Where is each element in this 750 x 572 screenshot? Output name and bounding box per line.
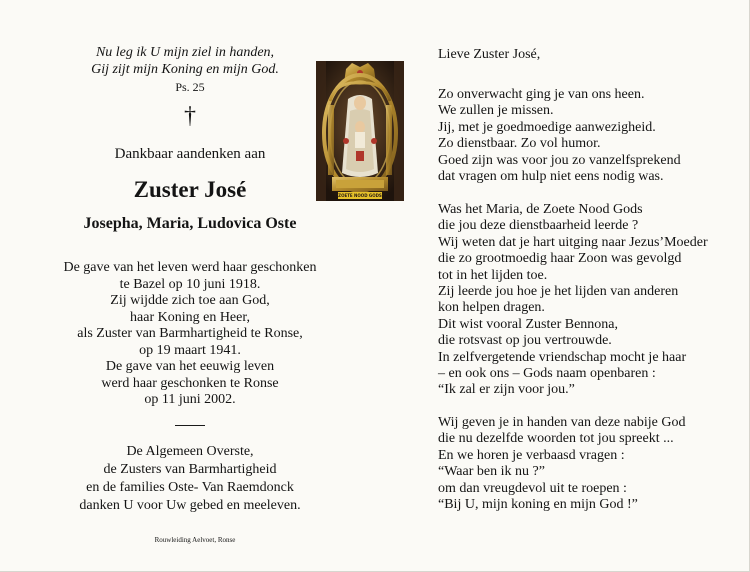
poem-line: Dit wist vooral Zuster Bennona, <box>438 316 619 332</box>
epigraph-line: Nu leg ik U mijn ziel in handen, <box>95 45 275 60</box>
biography-line: als Zuster van Barmhartigheid te Ronse, <box>77 326 303 341</box>
psalm-reference: Ps. 25 <box>175 80 205 94</box>
poem-line: Jij, met je goedmoedige aanwezigheid. <box>438 119 656 135</box>
biography-line: De gave van het eeuwig leven <box>105 359 275 374</box>
photo-caption: ZOETE NOOD GODS <box>338 193 382 198</box>
poem-greeting: Lieve Zuster José, <box>438 47 541 62</box>
signatories <box>40 443 340 515</box>
poem-line: Was het Maria, de Zoete Nood Gods <box>438 202 643 217</box>
poem-line: “Ik zal er zijn voor jou.” <box>438 382 575 398</box>
biography-line: werd haar geschonken te Ronse <box>101 375 279 391</box>
poem-line: Zo dienstbaar. Zo vol humor. <box>438 136 601 152</box>
poem-line: “Bij U, mijn koning en mijn God !” <box>438 497 638 513</box>
poem-stanza-1 <box>438 87 743 185</box>
poem-line: We zullen je missen. <box>438 103 554 119</box>
poem-line: Wij weten dat je hart uitging naar Jezus’Moeder <box>438 234 708 250</box>
full-names: Josepha, Maria, Ludovica Oste <box>83 215 297 232</box>
biography <box>30 260 350 409</box>
biography-line: De gave van het leven werd haar geschonken <box>63 260 317 275</box>
poem-line: die jou deze dienstbaarheid leerde ? <box>438 218 639 234</box>
poem-line: kon helpen dragen. <box>438 300 545 316</box>
printer-credit: Rouwleiding Aelvoet, Ronse <box>154 536 236 544</box>
biography-line: op 19 maart 1941. <box>139 342 241 358</box>
poem-line: Zo onverwacht ging je van ons heen. <box>438 87 645 102</box>
poem-line: die zo grootmoedig haar Zoon was gevolgd <box>438 251 682 267</box>
poem-stanza-3 <box>438 415 743 513</box>
signatory-line: De Algemeen Overste, <box>126 444 254 459</box>
signatory-line: de Zusters van Barmhartigheid <box>103 462 277 477</box>
poem-line: om dan vreugdevol uit te roepen : <box>438 480 627 496</box>
deceased-name: Zuster José <box>133 177 247 202</box>
epigraph-line: Gij zijt mijn Koning en mijn God. <box>91 62 279 77</box>
poem-line: Goed zijn was voor jou zo vanzelfsprekend <box>438 152 681 168</box>
divider <box>175 425 205 426</box>
poem-line: die rotsvast op jou vertrouwde. <box>438 333 612 349</box>
signatory-line: en de families Oste- Van Raemdonck <box>86 480 294 495</box>
poem-line: Wij geven je in handen van deze nabije God <box>438 415 686 430</box>
right-panel <box>438 0 743 572</box>
biography-line: haar Koning en Heer, <box>130 309 250 325</box>
poem-line: In zelfvergetende vriendschap mocht je haar <box>438 349 687 365</box>
poem-line: – en ook ons – Gods naam openbaren : <box>438 366 656 382</box>
poem-line: tot in het lijden toe. <box>438 267 548 283</box>
poem-line: die nu dezelfde woorden tot jou spreekt ... <box>438 431 674 447</box>
poem-line: dat vragen om hulp niet eens nodig was. <box>438 169 664 185</box>
signatory-line: danken U voor Uw gebed en meeleven. <box>79 498 301 513</box>
cross-icon: † <box>184 103 196 129</box>
biography-line: te Bazel op 10 juni 1918. <box>119 276 261 292</box>
biography-line: Zij wijdde zich toe aan God, <box>110 293 270 308</box>
epigraph <box>60 44 310 78</box>
poem-line: Zij leerde jou hoe je het lijden van anderen <box>438 284 679 300</box>
poem-line: “Waar ben ik nu ?” <box>438 464 545 480</box>
poem-stanza-2 <box>438 202 743 399</box>
dedication-text: Dankbaar aandenken aan <box>114 146 266 162</box>
biography-line: op 11 juni 2002. <box>144 392 236 407</box>
madonna-statue-image <box>316 61 404 201</box>
poem-line: En we horen je verbaasd vragen : <box>438 447 625 463</box>
madonna-photo <box>316 61 404 201</box>
